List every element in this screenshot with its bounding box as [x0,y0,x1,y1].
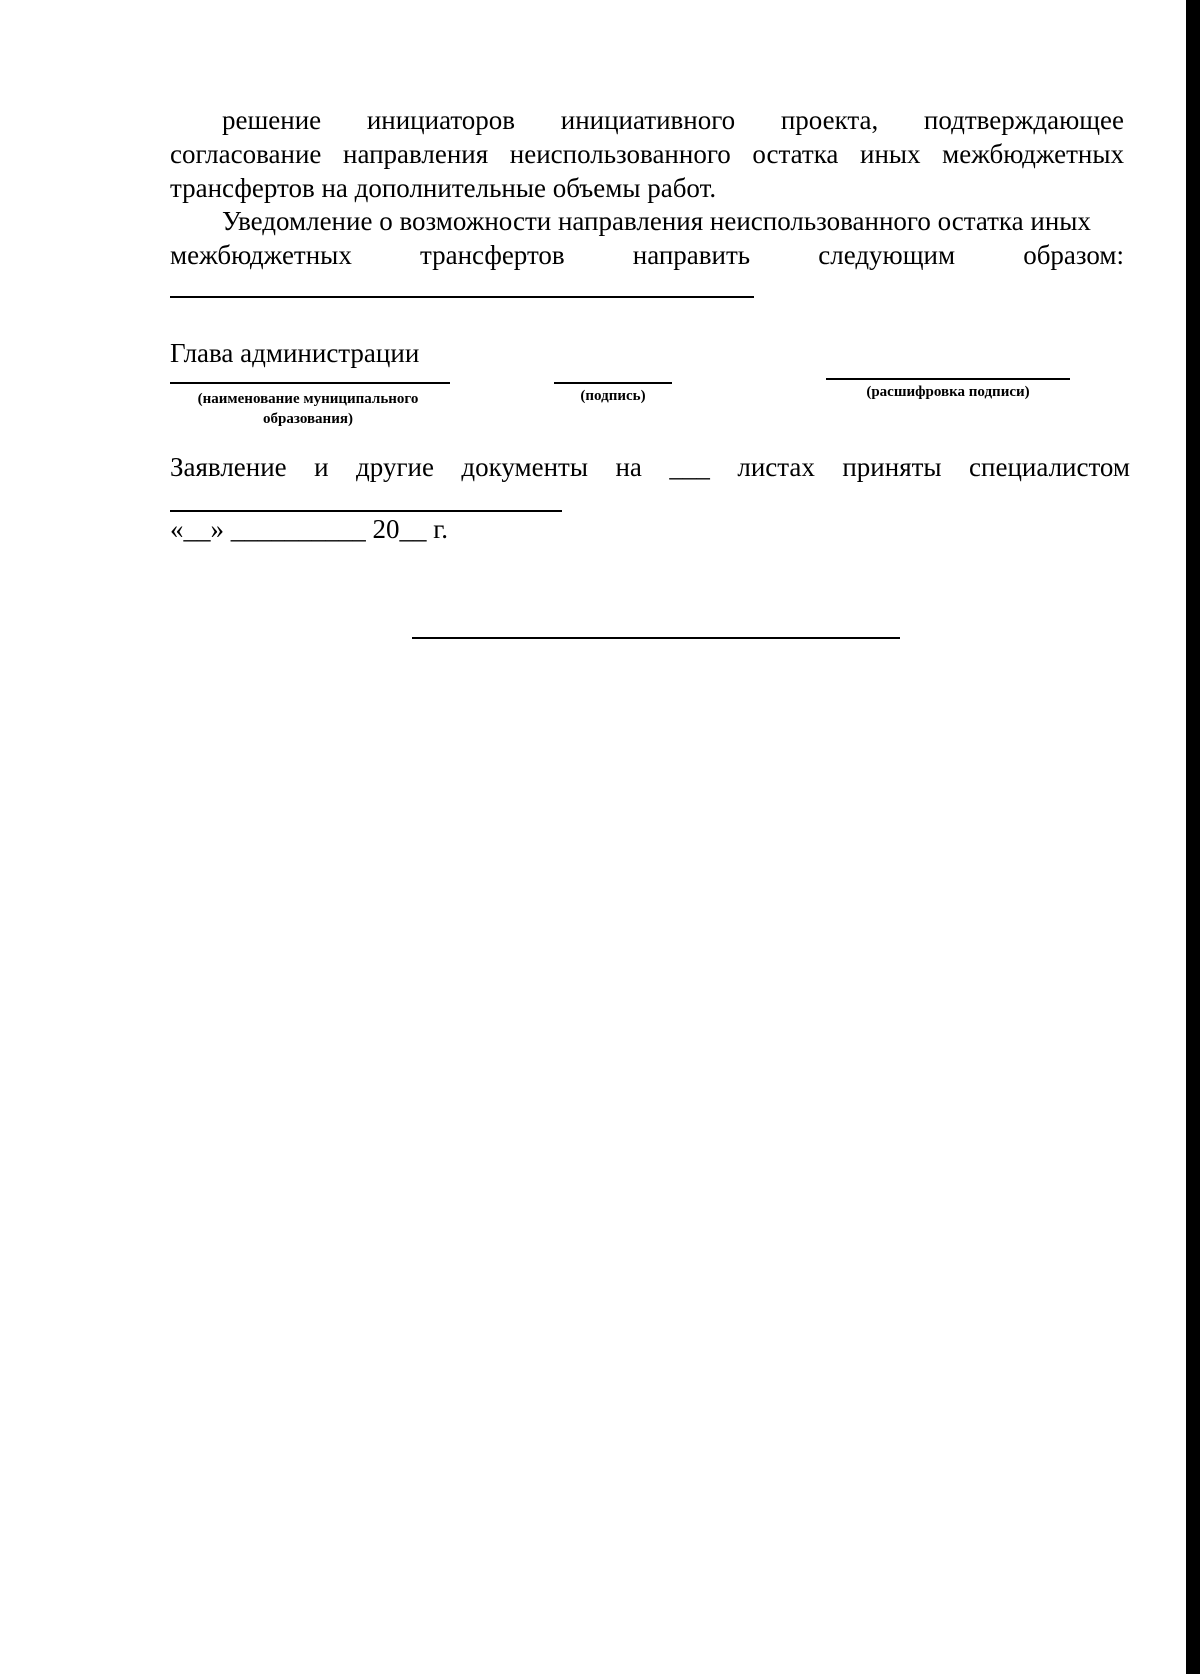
end-separator-line [412,637,900,639]
page-edge [1186,0,1200,1674]
paragraph-notification-line1: Уведомление о возможности направления неиспользованного остатка иных [222,206,1091,236]
caption-decoding: (расшифровка подписи) [866,384,1030,400]
caption-municipality: (наименование муниципального образования) [197,391,419,427]
municipality-blank-line [170,382,450,384]
paragraph-notification-line2: межбюджетных трансфертов направить следующим образом: [170,240,1124,270]
signature-blank-line [554,382,672,384]
date-line: «__» __________ 20__ г. [170,514,449,544]
paragraph-decision: решение инициаторов инициативного проекта, подтверждающее согласование направления неиспользованного остатка иных межбюджетных трансфертов на дополнительные объемы работ. [170,105,1124,203]
head-title: Глава администрации [170,338,420,368]
method-blank-line [170,296,754,298]
decoding-blank-line [826,378,1070,380]
caption-signature: (подпись) [580,388,646,404]
acceptance-statement: Заявление и другие документы на ___ листах приняты специалистом [170,452,1130,482]
